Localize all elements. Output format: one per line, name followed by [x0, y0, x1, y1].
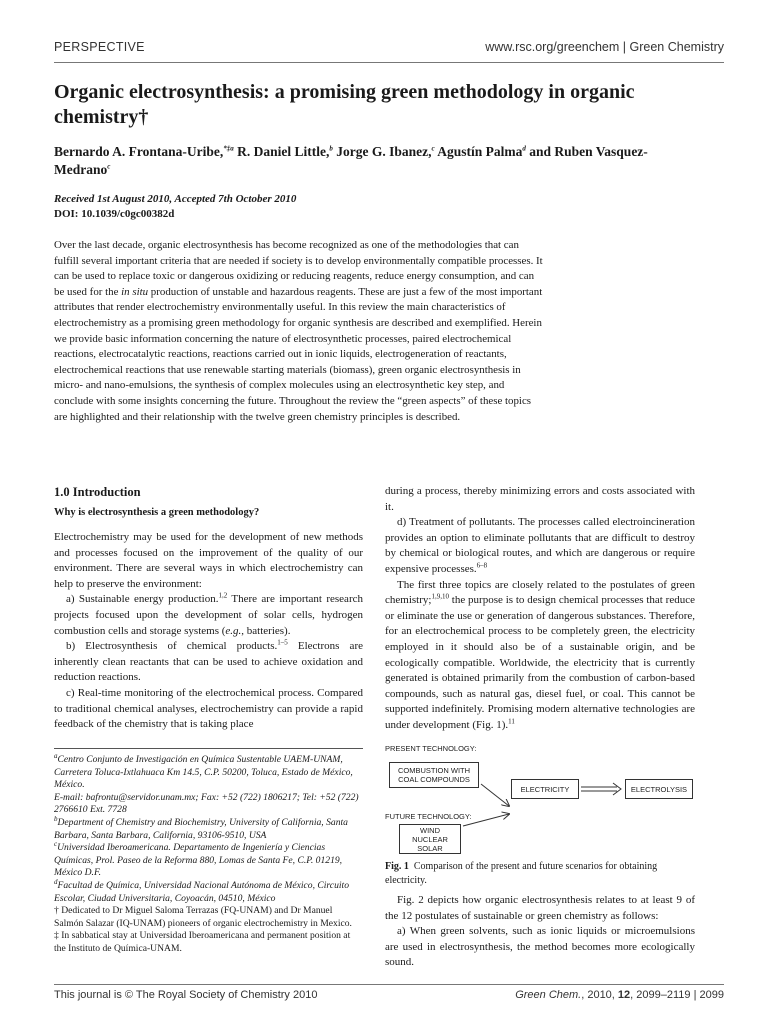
- electricity-box: ELECTRICITY: [511, 779, 579, 799]
- present-technology-label: PRESENT TECHNOLOGY:: [385, 744, 477, 753]
- list-item-b: b) Electrosynthesis of chemical products.$^{1-5}$ Electrons are inherently clean reactants that can be used to achieve oxidation and reduction reactions.: [54, 638, 363, 684]
- arrow-electricity-to-electrolysis-head: [613, 783, 621, 795]
- author-name: Jorge G. Ibanez,: [332, 144, 432, 159]
- author-affiliation-mark: d: [522, 144, 526, 153]
- header-rule: [54, 62, 724, 63]
- intro-paragraph: Electrochemistry may be used for the development of new methods and processes focused on the improvement of the quality of our environment. There are several ways in which electrochemistry can help to preserve the environment:: [54, 531, 363, 590]
- author-name: and Ruben Vasquez-Medrano: [54, 144, 648, 177]
- header-separator: |: [622, 40, 627, 54]
- caption-text: Comparison of the present and future scenarios for obtaining electricity.: [385, 861, 658, 886]
- combustion-box: COMBUSTION WITH COAL COMPOUNDS: [389, 762, 479, 788]
- right-column: [385, 484, 695, 734]
- journal-abbrev: Green Chem.: [515, 989, 582, 1001]
- section-label: PERSPECTIVE: [54, 40, 145, 54]
- received-dates: Received 1st August 2010, Accepted 7th October 2010: [54, 193, 297, 205]
- future-technology-label: FUTURE TECHNOLOGY:: [385, 812, 472, 821]
- figure-caption: [385, 860, 695, 887]
- arrow-combustion-to-electricity: [481, 784, 509, 806]
- source-solar: SOLAR: [417, 843, 443, 853]
- continued-paragraph: during a process, thereby minimizing errors and costs associated with it.: [385, 485, 695, 513]
- author-name: Bernardo A. Frontana-Uribe,: [54, 144, 224, 159]
- dedication-note: † Dedicated to Dr Miguel Saloma Terrazas (FQ-UNAM) and Dr Manuel Salmón Salazar (IQ-UNAM) pioneers of organic electrochemistry in Mexico.: [54, 905, 352, 929]
- author-affiliation-mark: *‡a: [223, 144, 234, 153]
- author-name: Agustín Palma: [434, 144, 523, 159]
- list-item-a: a) Sustainable energy production.$^{1,2}$ There are important research projects focused upon the development of solar cells, hydrogen combustion cells and storage systems (e.g., batteries).: [54, 591, 363, 637]
- sabbatical-note: ‡ In sabbatical stay at Universidad Iberoamericana and permanent position at the Instituto de Química-UNAM.: [54, 930, 351, 954]
- affiliation-d: $^d$Facultad de Química, Universidad Nacional Autónoma de México, Circuito Escolar, Ciudad Universitaria, Coyoacán, 04510, México: [54, 877, 349, 904]
- subsection-heading: Why is electrosynthesis a green methodology?: [54, 507, 260, 518]
- citation[interactable]: 1–5: [277, 638, 288, 647]
- left-column: [54, 484, 363, 733]
- author-list: [54, 143, 694, 179]
- right-column-continued: [385, 893, 695, 971]
- citation[interactable]: 1,2: [218, 591, 228, 600]
- journal-header: [485, 40, 724, 54]
- source-wind: WIND: [420, 825, 440, 835]
- abstract-text: Over the last decade, organic electrosynthesis has become recognized as one of the methodologies that can fulfill several important criteria that are needed if society is to develop environmentally compatible processes. It can be used to replace toxic or dangerous oxidizing or reducing reagents, reduce energy consumption, and can be used for the: [54, 239, 543, 298]
- renewable-sources-box: [399, 824, 461, 854]
- list-item-d: d) Treatment of pollutants. The processes called electroincineration provides an option to eliminate pollutants that are difficult to destroy by chemical or biological routes, and which are dangerous or require expensive processes.$^{6-8}$: [385, 516, 695, 575]
- affiliation-a: $^a$Centro Conjunto de Investigación en Química Sustentable UAEM-UNAM, Carretera Toluca-Ixtlahuaca Km 14.5, C.P. 50200, Toluca, Estado de México, México. E-mail: bafrontu@servidor.unam.mx; Fax: +52 (722) 1806217; Tel: +52 (722) 2766610 Ext. 7728: [54, 751, 359, 816]
- author-name: R. Daniel Little,: [233, 144, 330, 159]
- list-item-c: c) Real-time monitoring of the electrochemical process. Compared to traditional chemical analyses, electrochemistry can provide a rapid feedback of the chemistry that is taking place: [54, 686, 363, 731]
- body-paragraph: Fig. 2 depicts how organic electrosynthesis relates to at least 9 of the 12 postulates of sustainable or green chemistry as follows:: [385, 894, 695, 922]
- citation-footer: Green Chem., 2010, 12, 2099–2119 | 2099: [515, 989, 724, 1001]
- article-title: Organic electrosynthesis: a promising green methodology in organic chemistry†: [54, 81, 635, 128]
- citation[interactable]: 11: [508, 717, 515, 726]
- abstract: [54, 238, 544, 425]
- list-item-a2: a) When green solvents, such as ionic liquids or microemulsions are used in electrosynthesis, the method becomes more ecologically sound.: [385, 925, 695, 969]
- footnote-rule: [54, 748, 363, 749]
- journal-url[interactable]: www.rsc.org/greenchem: [485, 40, 620, 54]
- copyright-notice: This journal is © The Royal Society of Chemistry 2010: [54, 989, 318, 1001]
- author-affiliation-mark: c: [107, 162, 111, 171]
- page-number: 2099: [699, 989, 724, 1001]
- electrolysis-box: ELECTROLYSIS: [625, 779, 693, 799]
- body-paragraph: The first three topics are closely related to the postulates of green chemistry;$^{1,9,10}$ the purpose is to design chemical processes that reduce or eliminate the use or generation of dangerous substances. Therefore, for an electrochemical process to be completely green, the electricity employed in it should also be of a sustainable origin, and be ecologically compatible. Worldwide, the electricity that is currently generated is obtained primarily from the combustion of carbon-based compounds, such as natural gas, diesel fuel, or coal. This cannot be supported indefinitely. Promising modern alternative technologies are under development (Fig. 1).$^{11}$: [385, 578, 695, 731]
- doi[interactable]: DOI: 10.1039/c0gc00382d: [54, 208, 175, 220]
- abstract-text: production of unstable and hazardous reagents. These are just a few of the most important attributes that render electrochemistry environmentally useful. In this review the main characteristics of electrochemistry as a promising green methodology for organic synthesis are described and exemplified. Herein we provide basic information concerning the nature of electrosynthetic processes, paired electrochemical reactions, electrocatalytic reactions, reactions carried out in ionic liquids, electrogeneration of reactants, electrochemical reactions that use renewable starting materials (biomass), green organic electrosynthesis in micro- and nano-emulsions, the synthesis of complex molecules using an electrosynthetic key step, and conclude with some insights concerning the future. Throughout the review the “green aspects” of these topics are highlighted and their relationship with the twelve green chemistry principles is described.: [54, 285, 543, 423]
- author-affiliation-mark: c: [431, 144, 435, 153]
- caption-label: Fig. 1: [385, 861, 409, 872]
- source-nuclear: NUCLEAR: [412, 834, 448, 844]
- footnotes: [54, 751, 363, 956]
- journal-name: Green Chemistry: [629, 40, 724, 54]
- contact-info: E-mail: bafrontu@servidor.unam.mx; Fax: +52 (722) 1806217; Tel: +52 (722) 2766610 Ext. 7728: [54, 791, 359, 816]
- affiliation-b: $^b$Department of Chemistry and Biochemistry, University of California, Santa Barbara, Santa Barbara, California, 93106-9510, USA: [54, 814, 348, 841]
- abstract-italic: in situ: [121, 285, 149, 298]
- section-heading: 1.0 Introduction: [54, 485, 141, 499]
- footer-rule: [54, 984, 724, 985]
- figure-1: [385, 744, 695, 856]
- citation[interactable]: 1,9,10: [431, 592, 449, 601]
- volume: 12: [617, 989, 631, 1001]
- author-affiliation-mark: b: [329, 144, 333, 153]
- affiliation-c: $^c$Universidad Iberoamericana. Departamento de Ingeniería y Ciencias Químicas, Prol. Paseo de la Reforma 880, Lomas de Santa Fe, C.P. 01219, México D.F.: [54, 839, 343, 879]
- citation[interactable]: 6–8: [476, 561, 488, 570]
